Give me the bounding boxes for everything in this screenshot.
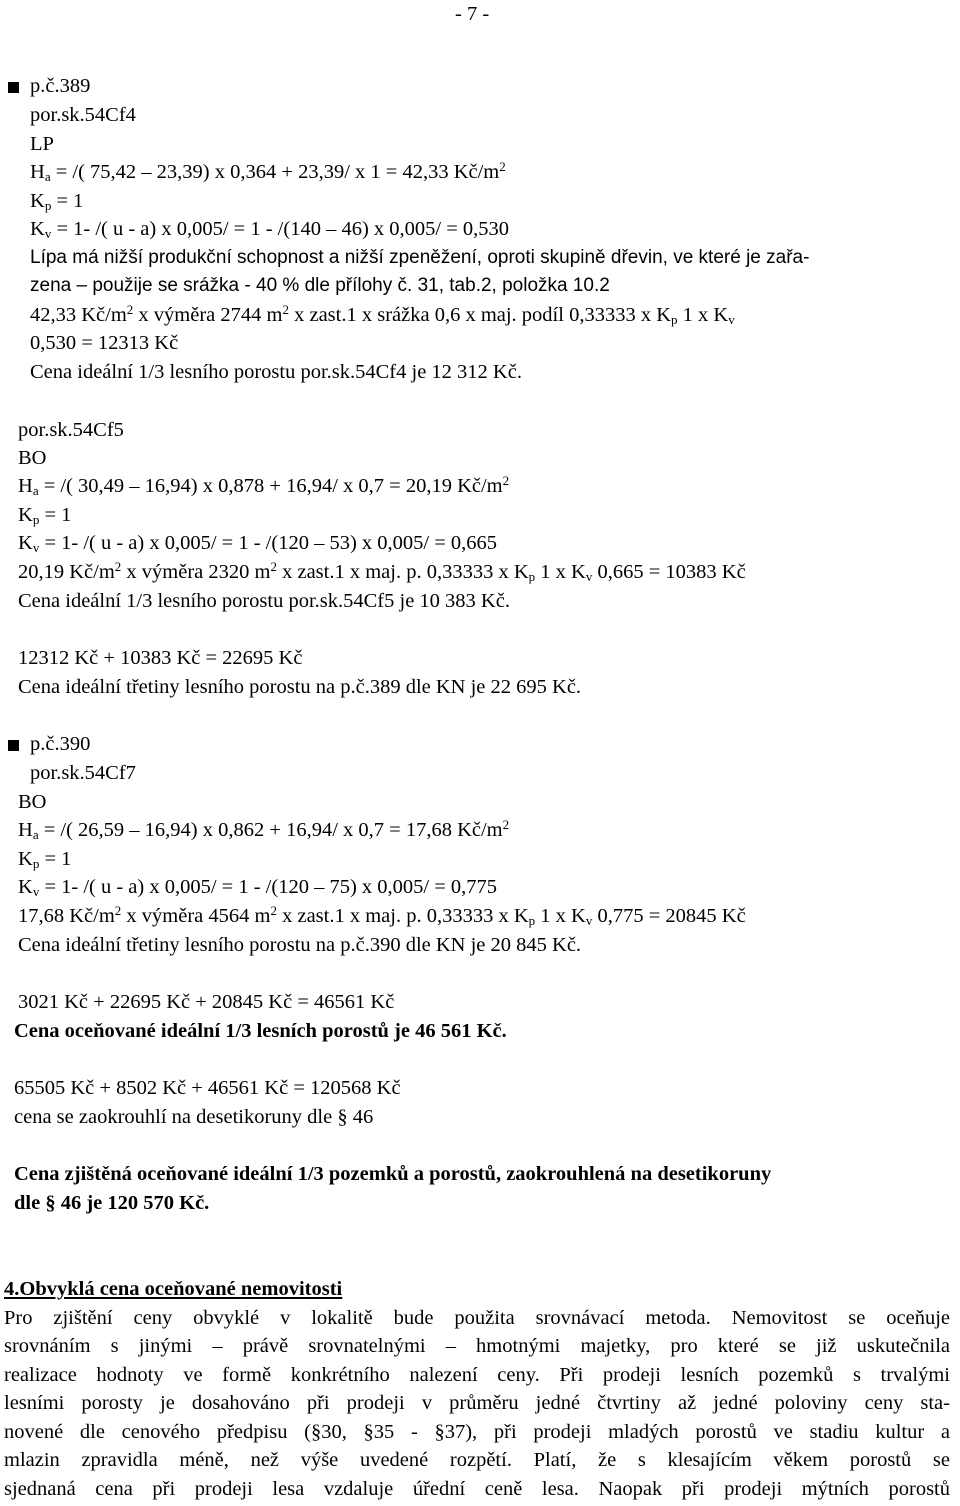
final-price-line1: Cena zjištěná oceňované ideální 1/3 pozemků a porostů, zaokrouhlená na desetikoruny: [14, 1163, 772, 1185]
stand-f7-calc: 17,68 $Kč/m^2$ x výměra 4564 $m^2$ x zast.1 x maj. p. 0,33333 x $K_p$ 1 x $K_v$ 0,775 = 20845 Kč: [18, 903, 746, 928]
stand-f4-note-line2: zena – použije se srážka - 40 % dle přílohy č. 31, tab.2, položka 10.2: [30, 275, 610, 296]
stand-f7-species: BO: [18, 791, 47, 813]
stand-f5-calc: 20,19 $Kč/m^2$ x výměra 2320 $m^2$ x zast.1 x maj. p. 0,33333 x $K_p$ 1 x $K_v$ 0,665 = 10383 Kč: [18, 559, 746, 584]
section-4-line-5: novené dle cenového předpisu (§30, §35 - §37), při prodeji mladých porostů ve stadiu kultur a: [4, 1421, 950, 1443]
stand-f7-result: Cena ideální třetiny lesního porostu na p.č.390 dle KN je 20 845 Kč.: [18, 934, 582, 956]
stand-f7-kp-formula: $K_p = 1$: [18, 848, 72, 871]
rounding-note: cena se zaokrouhlí na desetikoruny dle § 46: [14, 1106, 374, 1128]
stand-f4-kv-formula: $K_v = 1-$ /( u - a) x 0,005/ = 1 - /(140 – 46) x 0,005/ = 0,530: [30, 218, 510, 241]
final-price-line2: dle § 46 je 120 570 Kč.: [14, 1192, 210, 1214]
stand-f4-calc-cont: 0,530 = 12313 Kč: [30, 332, 179, 354]
parcel-389-sum: 12312 Kč + 10383 Kč = 22695 Kč: [18, 647, 303, 669]
stands-result: Cena oceňované ideální 1/3 lesních porostů je 46 561 Kč.: [14, 1020, 507, 1042]
stand-f5-result: Cena ideální 1/3 lesního porostu por.sk.54Cf5 je 10 383 Kč.: [18, 590, 510, 612]
stand-f4-result: Cena ideální 1/3 lesního porostu por.sk.54Cf4 je 12 312 Kč.: [30, 361, 522, 383]
stand-f5-species: BO: [18, 447, 47, 469]
section-4-line-7: sjednaná cena při prodeji lesa vzdaluje úřední ceně lesa. Naopak při prodeji mýtních porostů: [4, 1478, 950, 1500]
stand-f5-kv-formula: $K_v = 1-$ /( u - a) x 0,005/ = 1 - /(120 – 53) x 0,005/ = 0,665: [18, 532, 498, 555]
bullet-icon: [8, 740, 19, 751]
total-sum: 65505 Kč + 8502 Kč + 46561 Kč = 120568 Kč: [14, 1077, 401, 1099]
stand-f4-calc: 42,33 $Kč/m^2$ x výměra 2744 $m^2$ x zast.1 x srážka 0,6 x maj. podíl 0,33333 x $K_p$ 1 x $K_v$: [30, 302, 735, 327]
section-4-heading: 4.Obvyklá cena oceňované nemovitosti: [4, 1278, 343, 1300]
parcel-389-header: p.č.389: [30, 75, 91, 97]
stand-f5-ha-formula: $H_a$ = /( 30,49 – 16,94) x 0,878 + 16,94/ x 0,7 = 20,19 $Kč/m^2$: [18, 473, 510, 498]
stand-f7-title: por.sk.54Cf7: [30, 762, 136, 784]
stand-f4-species: LP: [30, 133, 54, 155]
page-number: - 7 -: [455, 3, 490, 25]
stand-f4-ha-formula: $H_a$ = /( 75,42 – 23,39) x 0,364 + 23,39/ x 1 = 42,33 $Kč/m^2$: [30, 159, 506, 184]
section-4-line-2: srovnáním s jinými – právě srovnatelnými – hmotnými majetky, pro které se již uskutečnila: [4, 1335, 950, 1357]
stand-f5-title: por.sk.54Cf5: [18, 419, 124, 441]
bullet-icon: [8, 82, 19, 93]
section-4-line-4: lesními porosty je dosahováno při prodeji v průměru jedné čtvrtiny až jedné poloviny ceny sta-: [4, 1392, 950, 1414]
stands-sum: 3021 Kč + 22695 Kč + 20845 Kč = 46561 Kč: [18, 991, 395, 1013]
stand-f4-note-line1: Lípa má nižší produkční schopnost a nižší zpeněžení, oproti skupině dřevin, ve které je zařa-: [30, 247, 810, 268]
section-4-line-1: Pro zjištění ceny obvyklé v lokalitě bude použita srovnávací metoda. Nemovitost se oceňuje: [4, 1307, 950, 1329]
stand-f7-ha-formula: $H_a$ = /( 26,59 – 16,94) x 0,862 + 16,94/ x 0,7 = 17,68 $Kč/m^2$: [18, 817, 510, 842]
stand-f4-title: por.sk.54Cf4: [30, 104, 136, 126]
section-4-line-3: realizace hodnoty ve formě konkrétního nalezení ceny. Při prodeji lesních pozemků s trvalými: [4, 1364, 950, 1386]
section-4-line-6: mlazin zpravidla méně, než výše uvedené rozpětí. Platí, že s klesajícím věkem porostů se: [4, 1449, 950, 1471]
stand-f5-kp-formula: $K_p = 1$: [18, 504, 72, 527]
parcel-389-result: Cena ideální třetiny lesního porostu na p.č.389 dle KN je 22 695 Kč.: [18, 676, 582, 698]
stand-f4-kp-formula: $K_p = 1$: [30, 190, 84, 213]
stand-f7-kv-formula: $K_v = 1-$ /( u - a) x 0,005/ = 1 - /(120 – 75) x 0,005/ = 0,775: [18, 876, 498, 899]
parcel-390-header: p.č.390: [30, 733, 91, 755]
